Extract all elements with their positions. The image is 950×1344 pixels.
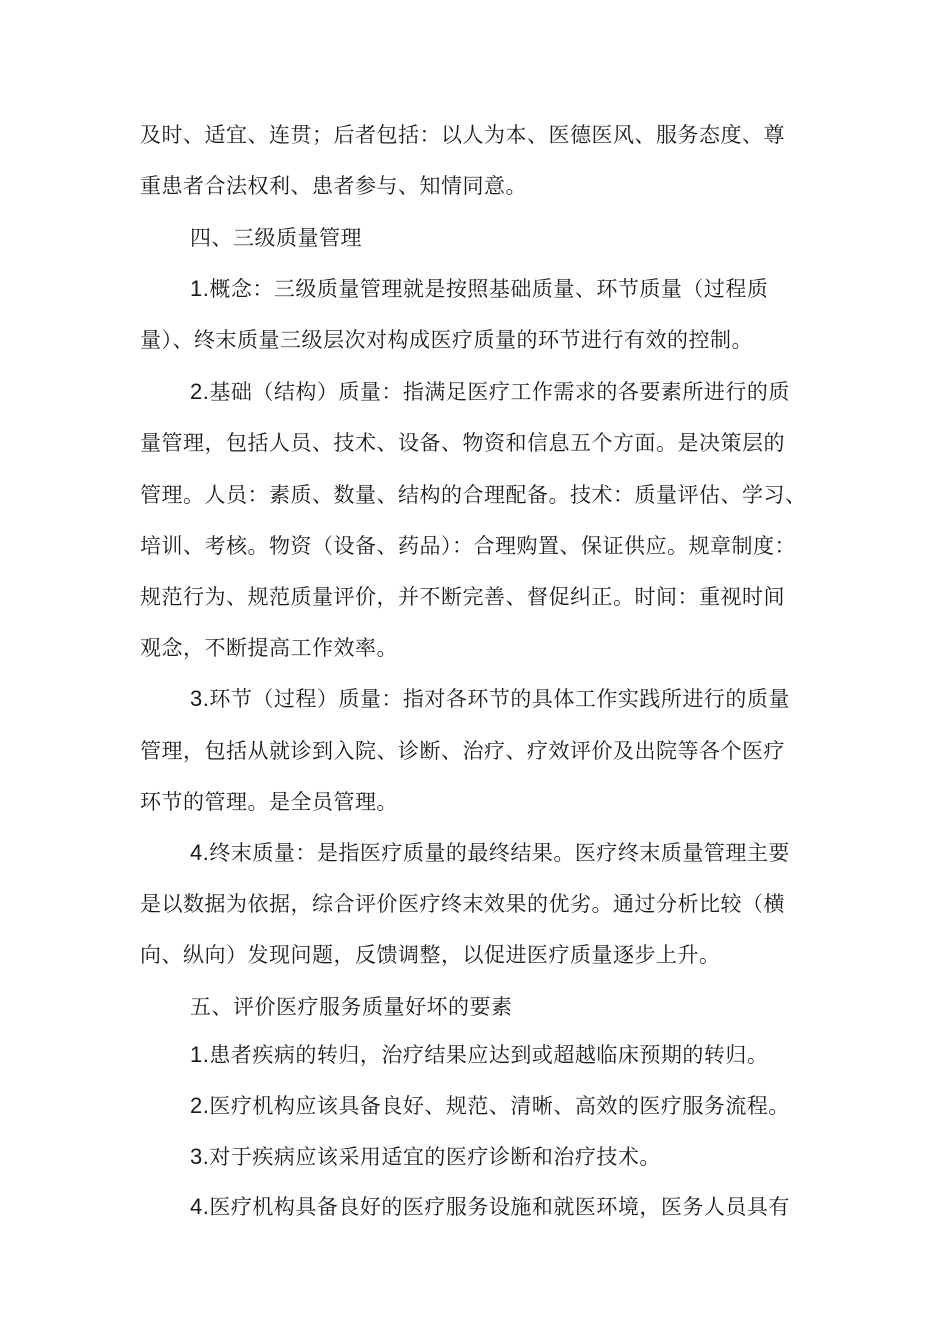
list-number: 4. [190, 840, 210, 865]
list-text: 医疗机构具备良好的医疗服务设施和就医环境，医务人员具有 [209, 1195, 790, 1219]
list-number: 1. [190, 1042, 210, 1067]
section-heading: 四、三级质量管理 [190, 226, 362, 250]
paragraph-line: 及时、适宜、连贯；后者包括：以人为本、医德医风、服务态度、尊 [140, 123, 785, 147]
list-text: 环节（过程）质量：指对各环节的具体工作实践所进行的质量 [209, 687, 790, 711]
list-item-first-line [190, 378, 790, 406]
list-number: 2. [190, 1093, 210, 1118]
list-item-first-line [190, 1193, 790, 1221]
list-item-first-line [190, 1041, 768, 1069]
list-text: 对于疾病应该采用适宜的医疗诊断和治疗技术。 [209, 1145, 661, 1169]
list-item-first-line [190, 1092, 790, 1120]
list-text: 基础（结构）质量：指满足医疗工作需求的各要素所进行的质 [209, 380, 790, 404]
paragraph-line: 量）、终末质量三级层次对构成医疗质量的环节进行有效的控制。 [140, 328, 753, 352]
list-number: 4. [190, 1194, 210, 1219]
list-number: 1. [190, 276, 210, 301]
paragraph-line: 重患者合法权利、患者参与、知情同意。 [140, 174, 527, 198]
paragraph-line: 量管理，包括人员、技术、设备、物资和信息五个方面。是决策层的 [140, 431, 785, 455]
list-item-first-line [190, 685, 790, 713]
section-heading: 五、评价医疗服务质量好坏的要素 [190, 995, 513, 1019]
paragraph-line: 培训、考核。物资（设备、药品）：合理购置、保证供应。规章制度： [140, 534, 796, 558]
paragraph-line: 是以数据为依据，综合评价医疗终末效果的优劣。通过分析比较（横 [140, 892, 785, 916]
paragraph-line: 管理。人员：素质、数量、结构的合理配备。技术：质量评估、学习、 [140, 483, 807, 507]
paragraph-line: 向、纵向）发现问题，反馈调整，以促进医疗质量逐步上升。 [140, 943, 721, 967]
list-text: 概念：三级质量管理就是按照基础质量、环节质量（过程质 [209, 277, 769, 301]
list-item-first-line [190, 839, 790, 867]
list-text: 患者疾病的转归，治疗结果应达到或超越临床预期的转归。 [209, 1043, 769, 1067]
list-number: 3. [190, 1144, 210, 1169]
paragraph-line: 环节的管理。是全员管理。 [140, 790, 398, 814]
list-number: 2. [190, 379, 210, 404]
paragraph-line: 管理，包括从就诊到入院、诊断、治疗、疗效评价及出院等各个医疗 [140, 739, 785, 763]
list-text: 医疗机构应该具备良好、规范、清晰、高效的医疗服务流程。 [209, 1094, 790, 1118]
paragraph-line: 规范行为、规范质量评价，并不断完善、督促纠正。时间：重视时间 [140, 585, 785, 609]
list-text: 终末质量：是指医疗质量的最终结果。医疗终末质量管理主要 [209, 841, 790, 865]
paragraph-line: 观念，不断提高工作效率。 [140, 636, 398, 660]
list-number: 3. [190, 686, 210, 711]
list-item-first-line [190, 1143, 661, 1171]
list-item-first-line [190, 275, 768, 303]
